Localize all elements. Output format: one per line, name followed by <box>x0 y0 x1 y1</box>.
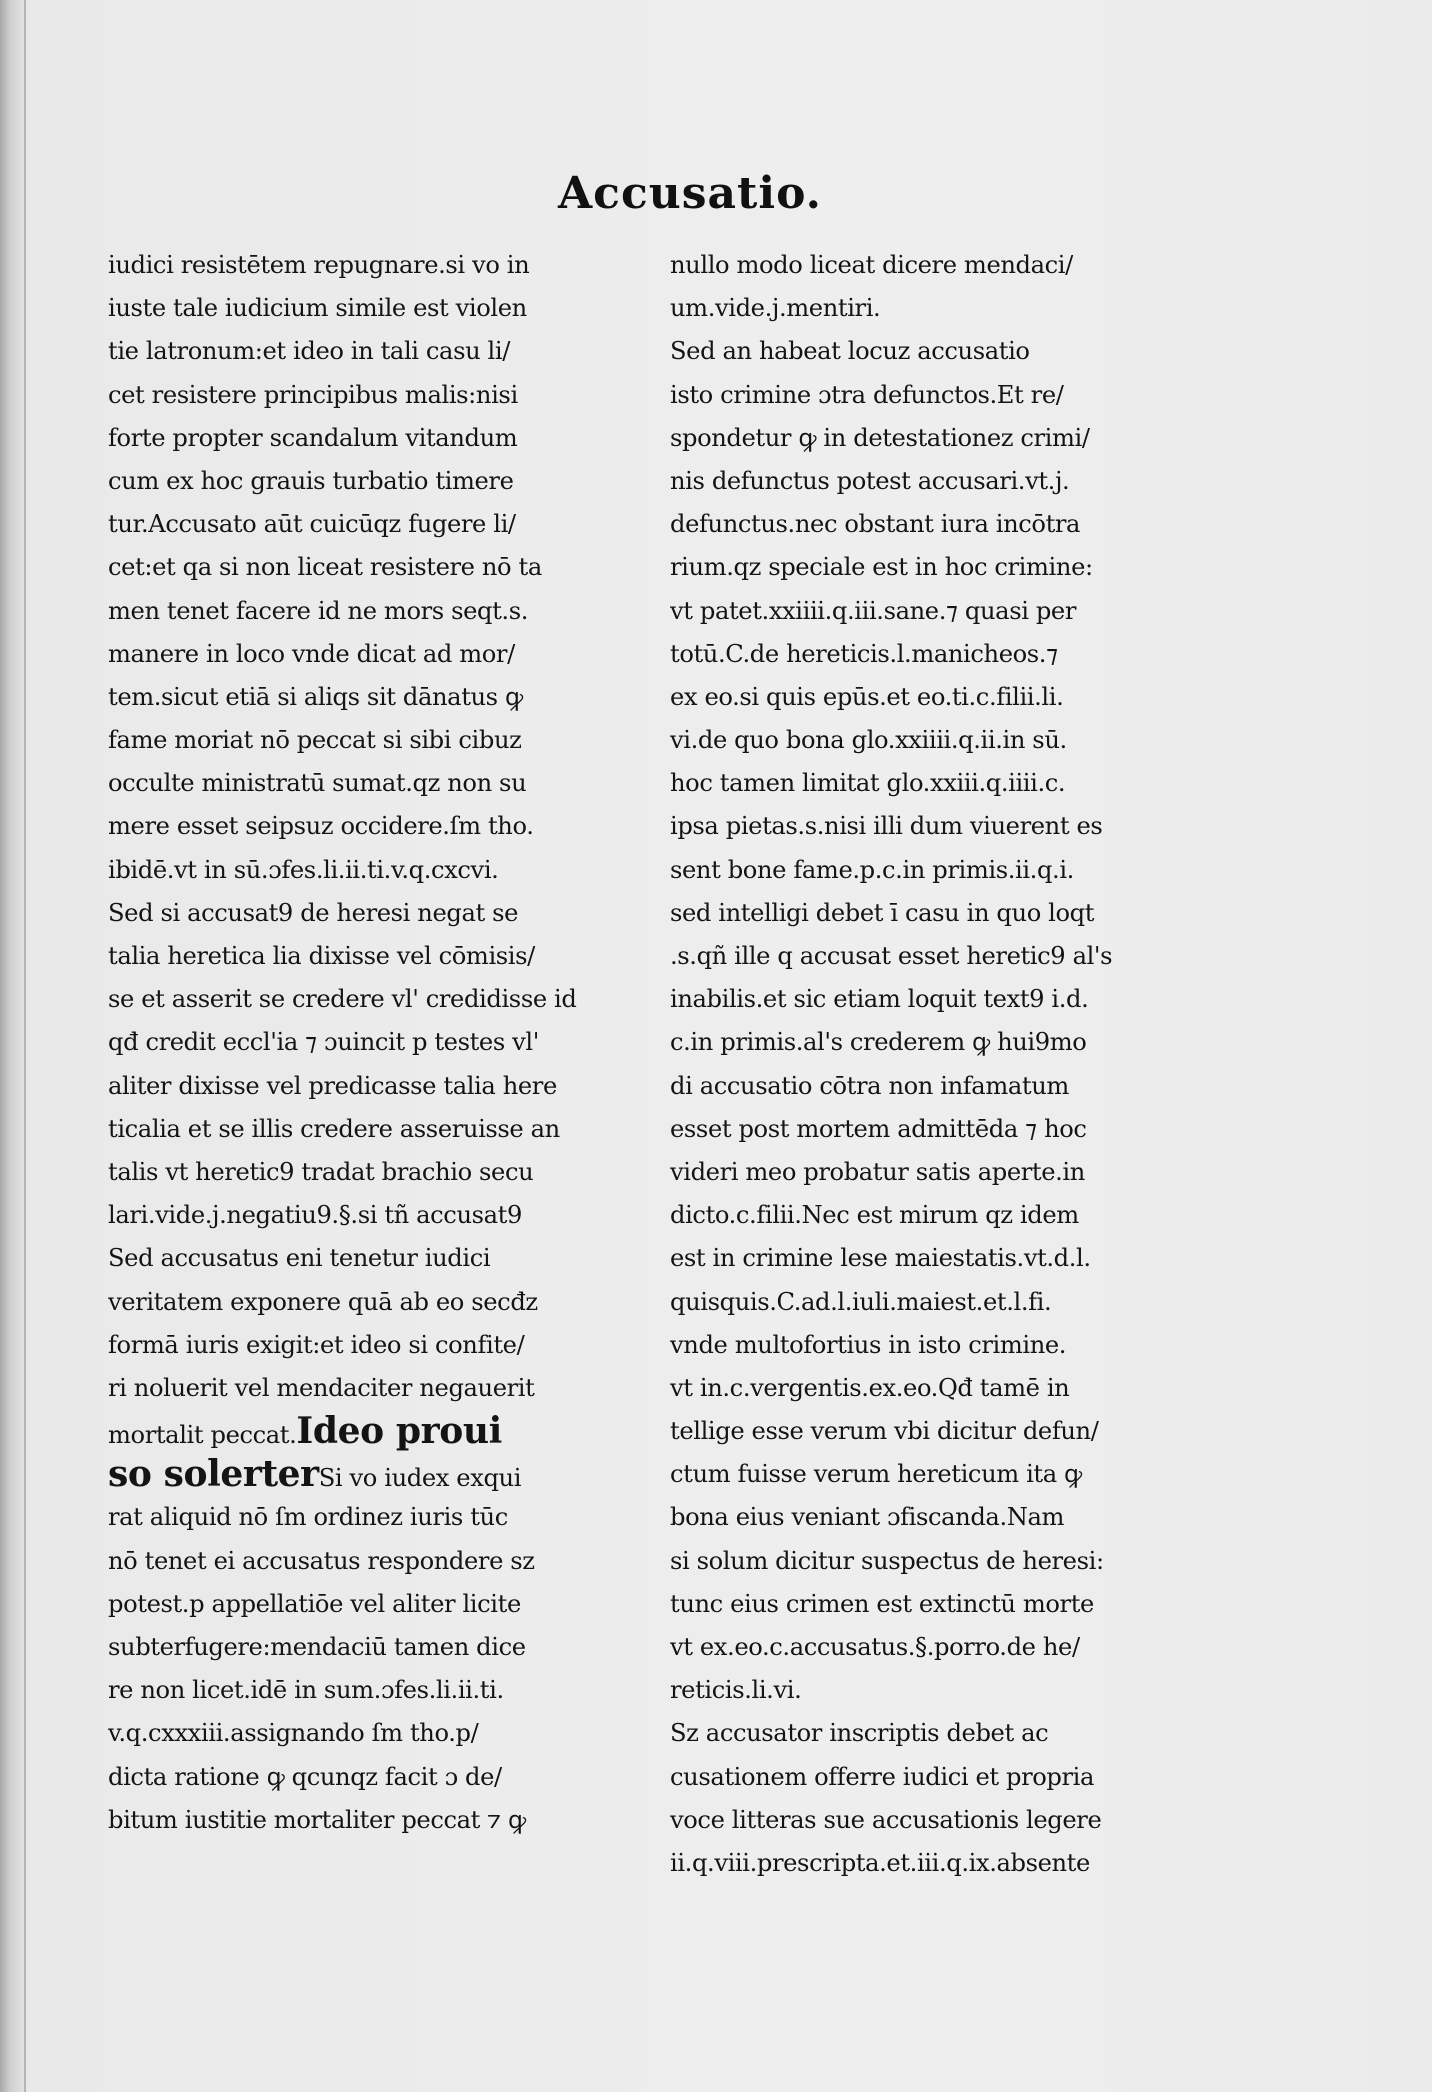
section-heading: so solerter <box>108 1453 319 1496</box>
left-column <box>108 244 628 1842</box>
text-line: quisquis.C.ad.l.iuli.maiest.et.l.fi. <box>670 1287 1052 1316</box>
text-line: defunctus.nec obstant iura incōtra <box>670 510 1081 539</box>
text-line: qđ credit eccl'ia ⁊ ɔuincit p testes vl' <box>108 1028 539 1057</box>
text-line: lari.vide.j.negatiu9.§.si tñ accusat9 <box>108 1201 522 1230</box>
text-line: ipsa pietas.s.nisi illi dum viuerent es <box>670 812 1103 841</box>
section-heading: Ideo proui <box>296 1410 502 1453</box>
text-line: manere in loco vnde dicat ad mor/ <box>108 639 515 668</box>
text-line: spondetur ꝙ in detestationez crimi/ <box>670 423 1090 452</box>
text-line: .s.qñ ille q accusat esset heretic9 al's <box>670 942 1113 970</box>
text-line: est in crimine lese maiestatis.vt.d.l. <box>670 1244 1091 1273</box>
text-line: iuste tale iudicium simile est violen <box>108 294 527 323</box>
text-line: nō tenet ei accusatus respondere sz <box>108 1546 535 1575</box>
text-line: tur.Accusato aūt cuicūqz fugere li/ <box>108 510 516 539</box>
text-run: Si vo iudex exqui <box>318 1464 522 1493</box>
text-line: videri meo probatur satis aperte.in <box>670 1157 1085 1186</box>
text-line: dicta ratione ꝙ qcunqz facit ɔ de/ <box>108 1762 502 1791</box>
text-line: talis vt heretic9 tradat brachio secu <box>108 1157 534 1186</box>
text-line: vnde multofortius in isto crimine. <box>670 1330 1067 1359</box>
text-line: nullo modo liceat dicere mendaci/ <box>670 251 1073 279</box>
text-line: inabilis.et sic etiam loquit text9 i.d. <box>670 985 1089 1014</box>
text-line: vt in.c.vergentis.ex.eo.Qđ tamē in <box>670 1373 1070 1402</box>
text-line: talia heretica lia dixisse vel cōmisis/ <box>108 942 535 970</box>
text-line: Sed si accusat9 de heresi negat se <box>108 898 519 927</box>
text-line: Sed an habeat locuz accusatio <box>670 337 1030 366</box>
text-line: c.in primis.al's crederem ꝙ hui9mo <box>670 1028 1087 1057</box>
text-line: tunc eius crimen est extinctū morte <box>670 1589 1094 1618</box>
text-line: iudici resistētem repugnare.si vo in <box>108 251 530 279</box>
text-line: tie latronum:et ideo in tali casu li/ <box>108 337 510 366</box>
page-edge <box>24 0 26 2092</box>
text-line: ii.q.viii.prescripta.et.iii.q.ix.absente <box>670 1848 1090 1877</box>
text-line: reticis.li.vi. <box>670 1676 802 1705</box>
text-line: ticalia et se illis credere asseruisse an <box>108 1114 560 1143</box>
text-line: esset post mortem admittēda ⁊ hoc <box>670 1114 1087 1143</box>
text-line: occulte ministratū sumat.qz non su <box>108 769 527 798</box>
text-line: tem.sicut etiā si aliqs sit dānatus ꝙ <box>108 682 523 711</box>
text-run: mortalit peccat. <box>108 1421 297 1450</box>
text-line: subterfugere:mendaciū tamen dice <box>108 1633 526 1661</box>
text-line: cet resistere principibus malis:nisi <box>108 380 518 409</box>
text-line: bona eius veniant ɔfiscanda.Nam <box>670 1503 1065 1532</box>
text-line: re non licet.idē in sum.ɔfes.li.ii.ti. <box>108 1676 504 1705</box>
text-line: nis defunctus potest accusari.vt.j. <box>670 466 1070 495</box>
text-line: forte propter scandalum vitandum <box>108 423 518 452</box>
text-line: ex eo.si quis epūs.et eo.ti.c.filii.li. <box>670 682 1064 711</box>
text-line: veritatem exponere quā ab eo secđz <box>108 1287 538 1316</box>
text-line: mere esset seipsuz occidere.ſm tho. <box>108 812 534 841</box>
text-line: rium.qz speciale est in hoc crimine: <box>670 553 1093 582</box>
text-line-with-heading <box>108 1453 628 1496</box>
text-line: Sed accusatus eni tenetur iudici <box>108 1244 491 1273</box>
text-line: si solum dicitur suspectus de heresi: <box>670 1546 1104 1575</box>
text-line: fame moriat nō peccat si sibi cibuz <box>108 726 522 755</box>
text-line: vt patet.xxiiii.q.iii.sane.⁊ quasi per <box>670 596 1077 625</box>
text-line: bitum iustitie mortaliter peccat ⁊ ꝙ <box>108 1805 526 1834</box>
text-line: um.vide.j.mentiri. <box>670 294 881 323</box>
text-line: tellige esse verum vbi dicitur defun/ <box>670 1417 1099 1446</box>
text-line: se et asserit se credere vl' credidisse id <box>108 985 577 1014</box>
text-line: ibidē.vt in sū.ɔfes.li.ii.ti.v.q.cxcvi. <box>108 855 499 884</box>
text-line: Sz accusator inscriptis debet ac <box>670 1719 1049 1748</box>
text-line: vi.de quo bona glo.xxiiii.q.ii.in sū. <box>670 726 1067 755</box>
text-line: sent bone fame.p.c.in primis.ii.q.i. <box>670 855 1074 884</box>
text-line: isto crimine ɔtra defunctos.Et re/ <box>670 380 1064 409</box>
text-line: cum ex hoc grauis turbatio timere <box>108 466 514 495</box>
text-line: vt ex.eo.c.accusatus.§.porro.de he/ <box>670 1633 1080 1661</box>
text-line: potest.p appellatiōe vel aliter licite <box>108 1589 521 1618</box>
text-line: ri noluerit vel mendaciter negauerit <box>108 1373 535 1402</box>
text-line: cusationem offerre iudici et propria <box>670 1762 1095 1791</box>
text-line: voce litteras sue accusationis legere <box>670 1805 1102 1834</box>
page-title: Accusatio. <box>558 168 822 219</box>
text-line: v.q.cxxxiii.assignando ſm tho.p/ <box>108 1719 479 1748</box>
text-line: formā iuris exigit:et ideo si confite/ <box>108 1330 525 1359</box>
text-line: dicto.c.filii.Nec est mirum qz idem <box>670 1201 1079 1230</box>
text-line-with-heading <box>108 1410 628 1453</box>
text-line: men tenet facere id ne mors seqt.s. <box>108 596 529 625</box>
text-line: di accusatio cōtra non infamatum <box>670 1071 1069 1100</box>
text-line: cet:et qa si non liceat resistere nō ta <box>108 553 542 582</box>
text-line: hoc tamen limitat glo.xxiii.q.iiii.c. <box>670 769 1066 798</box>
right-column <box>670 244 1170 1885</box>
text-line: ctum fuisse verum hereticum ita ꝙ <box>670 1460 1082 1489</box>
text-line: rat aliquid nō ſm ordinez iuris tūc <box>108 1503 508 1532</box>
text-line: totū.C.de hereticis.l.manicheos.⁊ <box>670 639 1058 668</box>
text-line: sed intelligi debet ī casu in quo loqt <box>670 898 1095 927</box>
text-line: aliter dixisse vel predicasse talia here <box>108 1071 557 1100</box>
